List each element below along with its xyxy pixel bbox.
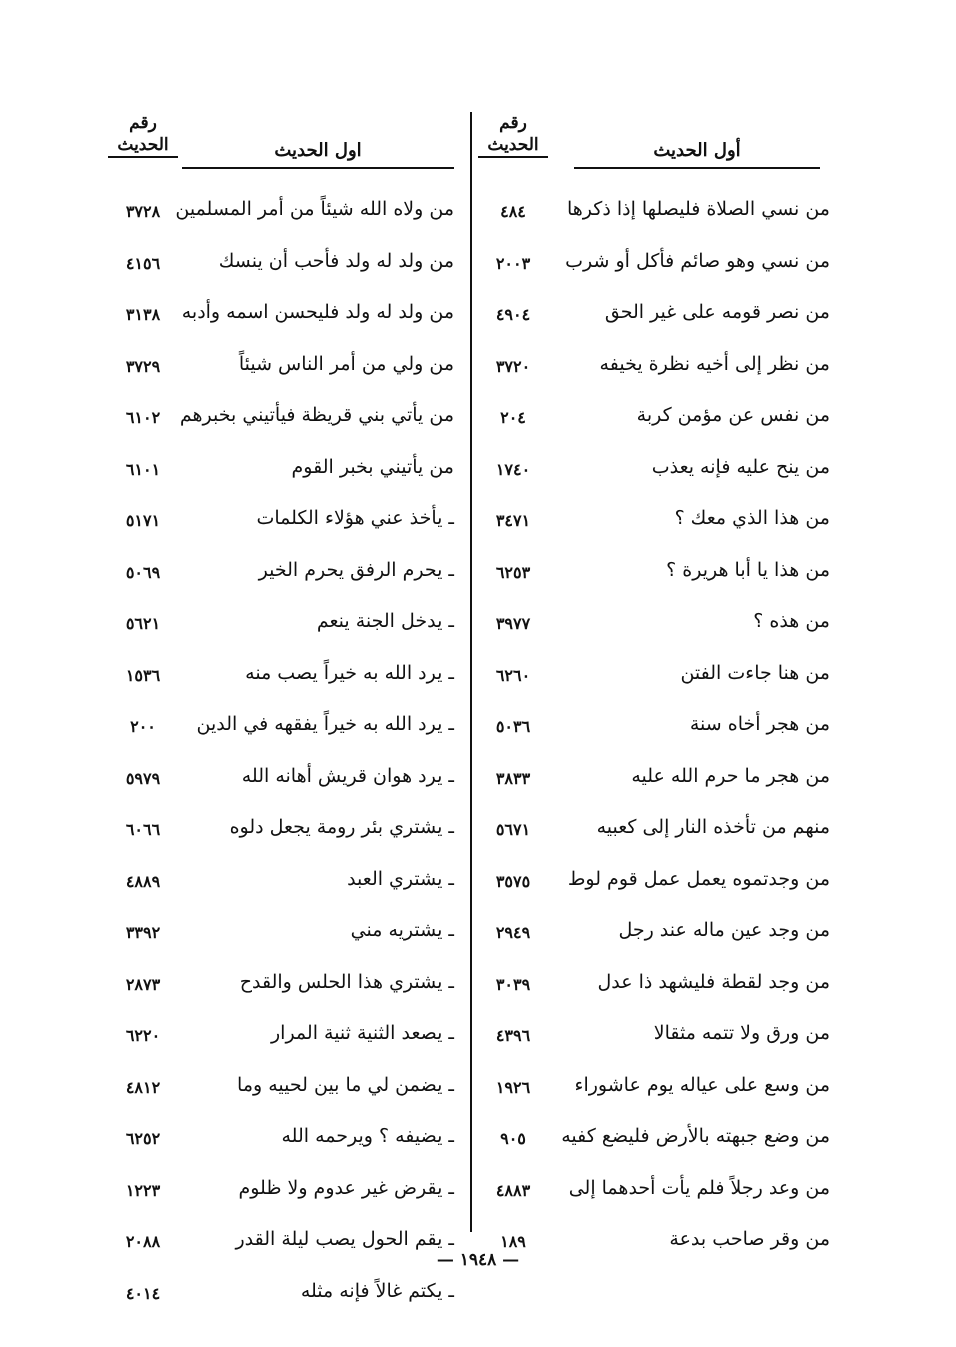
index-row [108,396,464,448]
hadith-opening-text: منهم من تأخذه النار إلى كعبيه [596,816,830,838]
index-row [478,1066,830,1118]
index-row [108,1014,464,1066]
hadith-opening-text: من وجد لقطة فليشهد ذا عدل [597,970,830,993]
left-column [108,112,464,1303]
hadith-opening-text: من وعد رجلاً فلم يأت أحدهما إلى [568,1176,830,1199]
index-row [478,345,830,397]
hadith-number: ٣٤٧١ [495,511,531,530]
hadith-opening-text: ـ يشتري بئر رومة يجعل دلوه [229,816,454,838]
index-row [478,1169,830,1221]
number-header-line2: الحديث [478,134,548,158]
hadith-opening-text: ـ يضيفه ؟ ويرحمه الله [281,1125,454,1147]
title-header: أول الحديث [574,140,820,169]
title-header: اول الحديث [182,140,454,169]
index-row [478,1014,830,1066]
hadith-number: ٥٦٧١ [495,820,531,839]
index-row [478,963,830,1015]
index-row [108,551,464,603]
hadith-number: ٢٠٨٨ [125,1232,161,1251]
number-header-line1: رقم [129,113,157,133]
hadith-number: ٣٧٢٩ [125,356,161,376]
index-row [108,190,464,242]
hadith-number: ٣٧٢٠ [495,356,531,376]
index-row [478,551,830,603]
hadith-number: ١٢٢٣ [125,1180,161,1200]
hadith-opening-text: من هذا الذي معك ؟ [674,507,830,529]
hadith-opening-text: ـ يضمن لي ما بين لحييه وما [237,1073,454,1096]
number-header [108,112,178,158]
index-row [478,396,830,448]
hadith-number: ٤٠١٤ [125,1283,161,1303]
hadith-opening-text: من وسع على عياله يوم عاشوراء [574,1073,830,1096]
index-row [108,860,464,912]
hadith-number: ٣٠٣٩ [495,974,531,994]
hadith-number: ٢٩٤٩ [495,923,531,942]
hadith-opening-text: من ولي من أمر الناس شيئاً [238,352,454,375]
hadith-opening-text: ـ يقم الحول يصب ليلة القدر [235,1228,454,1250]
hadith-number: ٦١٠١ [125,459,161,479]
number-header-line2: الحديث [108,134,178,158]
hadith-number: ٢٠٠٣ [495,253,531,273]
hadith-opening-text: من نسي وهو صائم فأكل أو شرب [565,249,830,272]
hadith-opening-text: من وجد عين ماله عند رجل [618,919,830,941]
hadith-opening-text: من وقر صاحب بدعة [669,1228,830,1250]
index-row [108,345,464,397]
index-row [108,1066,464,1118]
hadith-number: ٦٠٦٦ [125,820,161,839]
index-row [478,448,830,500]
hadith-opening-text: من ولاه الله شيئاً من أمر المسلمين [175,198,454,220]
hadith-number: ٦٢٥٣ [495,562,531,582]
hadith-number: ١٩٢٦ [495,1077,531,1097]
index-row [108,1272,464,1324]
hadith-opening-text: ـ يشتري العبد [347,867,454,890]
hadith-opening-text: من هجر أخاه سنة [689,713,830,735]
hadith-opening-text: ـ يدخل الجنة ينعم [316,610,454,632]
index-row [108,293,464,345]
hadith-number: ٤٩٠٤ [495,305,531,324]
hadith-number: ٥١٧١ [125,511,161,530]
left-rows [108,190,464,1323]
hadith-opening-text: ـ يكتم غالاً فإنه مثله [300,1279,454,1302]
hadith-number: ٤٣٩٦ [495,1026,531,1045]
hadith-number: ١٨٩ [500,1232,526,1251]
index-row [108,1117,464,1169]
page-number: — ١٩٤٨ — [436,1250,520,1270]
hadith-opening-text: من نفس عن مؤمن كربة [636,404,830,426]
hadith-number: ٦٢٥٢ [125,1129,161,1148]
column-divider [470,112,472,1232]
number-header [478,112,548,158]
hadith-number: ١٥٣٦ [125,665,161,685]
hadith-opening-text: ـ يحرم الرفق يحرم الخير [258,558,454,581]
index-row [478,757,830,809]
hadith-opening-text: ـ يرد الله به خيراً يصب منه [245,661,454,684]
right-column-header [478,112,830,174]
hadith-opening-text: من وجدتموه يعمل عمل قوم لوط [567,867,830,890]
hadith-opening-text: من هذه ؟ [753,610,830,632]
hadith-number: ٥٦٢١ [125,614,161,633]
right-column [478,112,830,1251]
hadith-opening-text: من نصر قومه على غير الحق [604,301,830,323]
hadith-number: ٢٠٠ [130,717,156,736]
hadith-number: ٦٢٦٠ [495,665,531,685]
hadith-number: ٦٢٢٠ [125,1026,161,1045]
index-row [478,705,830,757]
hadith-opening-text: ـ يشتريه مني [350,919,454,941]
index-row [108,808,464,860]
index-row [108,963,464,1015]
hadith-number: ٣٥٧٥ [495,871,531,891]
hadith-opening-text: من ورق ولا تتمه مثقالا [653,1022,830,1044]
index-row [478,1117,830,1169]
hadith-number: ٣٧٢٨ [125,202,161,221]
index-row [108,1169,464,1221]
index-row [478,860,830,912]
hadith-number: ٥٩٧٩ [125,768,161,788]
hadith-opening-text: من هذا يا أبا هريرة ؟ [666,558,830,581]
hadith-opening-text: ـ يشتري هذا الحلس والقدح [239,970,454,993]
hadith-opening-text: من هنا جاءت الفتن [680,661,830,684]
hadith-opening-text: ـ يصعد الثنية ثنية المرار [270,1022,454,1044]
index-row [108,499,464,551]
index-row [108,242,464,294]
hadith-opening-text: من نسي الصلاة فليصلها إذا ذكرها [567,198,830,220]
index-row [108,757,464,809]
hadith-opening-text: من ولد له ولد فأحب أن ينسك [218,249,454,272]
hadith-number: ١٧٤٠ [495,459,531,479]
hadith-number: ٥٠٦٩ [125,562,161,582]
index-row [478,242,830,294]
index-row [108,654,464,706]
hadith-number: ٣٨٣٣ [495,768,531,788]
index-row [478,654,830,706]
hadith-number: ٣١٣٨ [125,305,161,324]
hadith-opening-text: من هجر ما حرم الله عليه [631,764,830,787]
hadith-number: ٢٨٧٣ [125,974,161,994]
hadith-opening-text: من ينح عليه فإنه يعذب [651,455,830,478]
hadith-opening-text: من يأتيني بخبر القوم [291,455,454,478]
index-row [478,808,830,860]
hadith-opening-text: ـ يقرض غير عدوم ولا ظلوم [238,1176,454,1199]
hadith-opening-text: من ولد له ولد فليحسن اسمه وأدبه [181,301,454,323]
hadith-number: ٤٨٤ [500,202,526,221]
index-row [478,190,830,242]
hadith-opening-text: من وضع جبهته بالأرض فليضع كفيه [561,1125,830,1147]
right-rows [478,190,830,1272]
number-header-line1: رقم [499,113,527,133]
hadith-number: ٤٨١٢ [125,1077,161,1097]
hadith-number: ٣٩٧٧ [495,614,531,633]
index-row [108,602,464,654]
hadith-number: ٤٨٨٩ [125,871,161,891]
hadith-number: ٢٠٤ [500,408,526,427]
index-row [478,293,830,345]
hadith-number: ٤٨٨٣ [495,1180,531,1200]
hadith-opening-text: من نظر إلى أخيه نظرة يخيفه [599,352,830,375]
index-row [478,602,830,654]
hadith-opening-text: ـ يرد الله به خيراً يفقهه في الدين [196,713,454,735]
hadith-opening-text: ـ يرد هوان قريش أهانه الله [241,764,454,787]
hadith-number: ٦١٠٢ [125,408,161,427]
hadith-opening-text: من يأتي بني قريظة فيأتيني بخبرهم [179,404,454,426]
index-row [478,911,830,963]
hadith-number: ٤١٥٦ [125,253,161,273]
index-row [108,448,464,500]
left-column-header [108,112,464,174]
hadith-number: ٩٠٥ [500,1129,526,1148]
index-row [108,911,464,963]
hadith-number: ٥٠٣٦ [495,717,531,736]
hadith-opening-text: ـ يأخذ عني هؤلاء الكلمات [256,507,454,529]
index-row [108,705,464,757]
index-row [478,499,830,551]
hadith-number: ٣٣٩٢ [125,923,161,942]
